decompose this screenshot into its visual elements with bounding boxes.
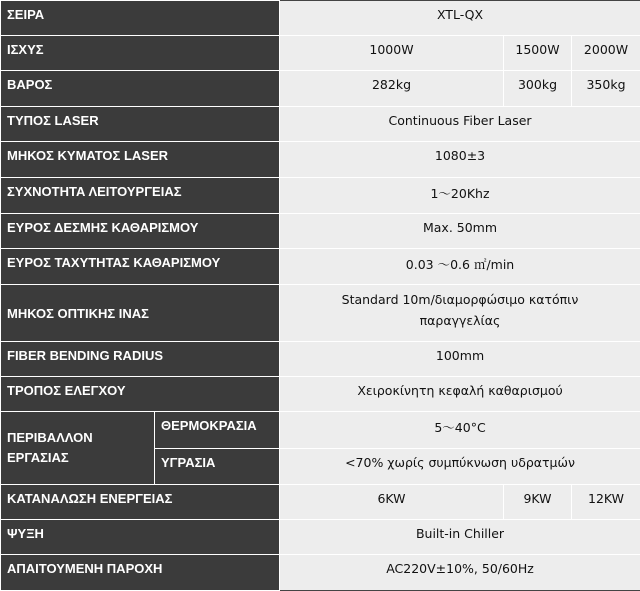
power-value-1000: 1000W [280, 36, 504, 71]
wavelength-value: 1080±3 [280, 142, 640, 178]
temperature-label: ΘΕΡΜΟΚΡΑΣΙΑ [155, 412, 280, 449]
consumption-value-1: 6KW [280, 485, 504, 520]
cooling-label: ΨΥΞΗ [1, 520, 280, 555]
fiber-length-value-line2: παραγγελίας [280, 310, 640, 331]
row-beam-width [1, 214, 640, 249]
humidity-value: <70% χωρίς συμπύκνωση υδρατμών [280, 449, 640, 485]
temperature-value: 5～40°C [280, 412, 640, 449]
row-control [1, 377, 640, 412]
series-label: ΣΕΙΡΑ [1, 1, 280, 36]
bending-value: 100mm [280, 342, 640, 377]
power-value-1500: 1500W [504, 36, 572, 71]
series-value: XTL-QX [280, 1, 640, 36]
bending-label: FIBER BENDING RADIUS [1, 342, 280, 377]
speed-label: ΕΥΡΟΣ ΤΑΧΥΤΗΤΑΣ ΚΑΘΑΡΙΣΜΟΥ [1, 249, 280, 285]
cooling-value: Built-in Chiller [280, 520, 640, 555]
row-weight [1, 71, 640, 107]
beam-width-label: ΕΥΡΟΣ ΔΕΣΜΗΣ ΚΑΘΑΡΙΣΜΟΥ [1, 214, 280, 249]
weight-label: ΒΑΡΟΣ [1, 71, 280, 107]
fiber-length-value [280, 285, 640, 342]
laser-type-label: ΤΥΠΟΣ LASER [1, 107, 280, 142]
fiber-length-label: ΜΗΚΟΣ ΟΠΤΙΚΗΣ ΙΝΑΣ [1, 285, 280, 342]
beam-width-value: Max. 50mm [280, 214, 640, 249]
fiber-length-value-line1: Standard 10m/διαμορφώσιμο κατόπιν [280, 289, 640, 310]
speed-value: 0.03 ～0.6 ㎡/min [280, 249, 640, 285]
supply-value: AC220V±10%, 50/60Hz [280, 555, 640, 591]
consumption-label: ΚΑΤΑΝΑΛΩΣΗ ΕΝΕΡΓΕΙΑΣ [1, 485, 280, 520]
row-laser-type [1, 107, 640, 142]
control-label: ΤΡΟΠΟΣ ΕΛΕΓΧΟΥ [1, 377, 280, 412]
row-wavelength [1, 142, 640, 178]
supply-label: ΑΠΑΙΤΟΥΜΕΝΗ ΠΑΡΟΧΗ [1, 555, 280, 591]
row-power [1, 36, 640, 71]
row-series [1, 1, 640, 36]
row-cooling [1, 520, 640, 555]
row-bending [1, 342, 640, 377]
wavelength-label: ΜΗΚΟΣ ΚΥΜΑΤΟΣ LASER [1, 142, 280, 178]
row-temperature [1, 412, 640, 449]
frequency-label: ΣΥΧΝΟΤΗΤΑ ΛΕΙΤΟΥΡΓΕΙΑΣ [1, 178, 280, 214]
power-label: ΙΣΧΥΣ [1, 36, 280, 71]
weight-value-2: 300kg [504, 71, 572, 107]
environment-label [1, 412, 155, 485]
laser-type-value: Continuous Fiber Laser [280, 107, 640, 142]
row-consumption [1, 485, 640, 520]
power-value-2000: 2000W [572, 36, 640, 71]
row-speed [1, 249, 640, 285]
weight-value-1: 282kg [280, 71, 504, 107]
row-fiber-length [1, 285, 640, 342]
environment-label-line2: ΕΡΓΑΣΙΑΣ [7, 448, 154, 468]
row-frequency [1, 178, 640, 214]
weight-value-3: 350kg [572, 71, 640, 107]
humidity-label: ΥΓΡΑΣΙΑ [155, 449, 280, 485]
consumption-value-3: 12KW [572, 485, 640, 520]
environment-label-line1: ΠΕΡΙΒΑΛΛΟΝ [7, 428, 154, 448]
frequency-value: 1～20Khz [280, 178, 640, 214]
consumption-value-2: 9KW [504, 485, 572, 520]
control-value: Χειροκίνητη κεφαλή καθαρισμού [280, 377, 640, 412]
row-supply [1, 555, 640, 591]
